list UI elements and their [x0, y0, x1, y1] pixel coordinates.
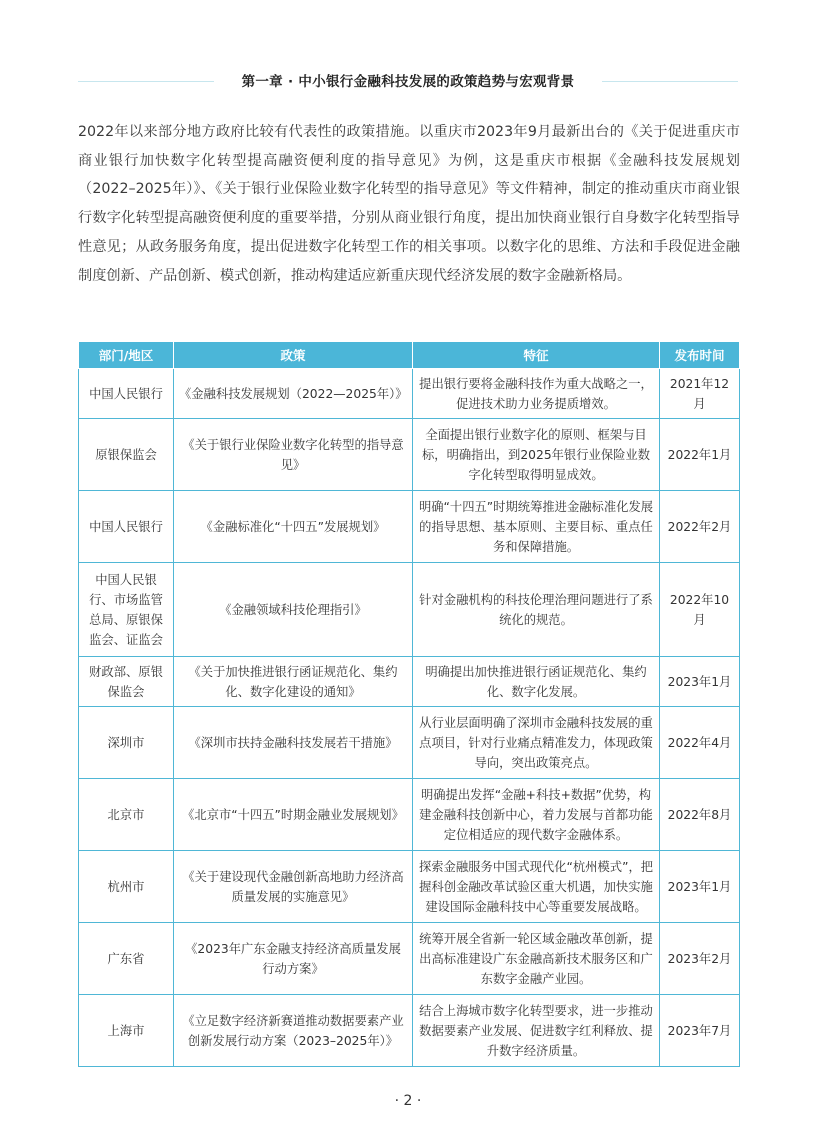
cell-policy: 《深圳市扶持金融科技发展若干措施》 [174, 707, 413, 779]
cell-policy: 《2023年广东金融支持经济高质量发展行动方案》 [174, 923, 413, 995]
header-feature: 特征 [413, 342, 660, 369]
cell-feature: 全面提出银行业数字化的原则、框架与目标，明确指出，到2025年银行业保险业数字化转型取得明显成效。 [413, 419, 660, 491]
cell-policy: 《立足数字经济新赛道推动数据要素产业创新发展行动方案（2023–2025年）》 [174, 995, 413, 1067]
header-date: 发布时间 [660, 342, 740, 369]
cell-date: 2022年2月 [660, 491, 740, 563]
table-row [79, 491, 740, 563]
cell-policy: 《金融领域科技伦理指引》 [174, 563, 413, 657]
cell-dept: 北京市 [79, 779, 174, 851]
cell-feature: 探索金融服务中国式现代化“杭州模式”，把握科创金融改革试验区重大机遇，加快实施建设国际金融科技中心等重要发展战略。 [413, 851, 660, 923]
header-rule-left [78, 81, 214, 82]
cell-date: 2023年2月 [660, 923, 740, 995]
table-row [79, 369, 740, 419]
cell-dept: 杭州市 [79, 851, 174, 923]
table-row [79, 923, 740, 995]
table-row [79, 419, 740, 491]
cell-policy: 《北京市“十四五”时期金融业发展规划》 [174, 779, 413, 851]
cell-date: 2023年1月 [660, 851, 740, 923]
cell-policy: 《金融科技发展规划（2022—2025年）》 [174, 369, 413, 419]
cell-date: 2022年4月 [660, 707, 740, 779]
cell-policy: 《关于银行业保险业数字化转型的指导意见》 [174, 419, 413, 491]
cell-feature: 针对金融机构的科技伦理治理问题进行了系统化的规范。 [413, 563, 660, 657]
cell-policy: 《关于建设现代金融创新高地助力经济高质量发展的实施意见》 [174, 851, 413, 923]
table-row [79, 779, 740, 851]
cell-dept: 上海市 [79, 995, 174, 1067]
chapter-title: 第一章 · 中小银行金融科技发展的政策趋势与宏观背景 [241, 74, 575, 90]
body-paragraph: 2022年以来部分地方政府比较有代表性的政策措施。以重庆市2023年9月最新出台的《关于促进重庆市商业银行加快数字化转型提高融资便利度的指导意见》为例，这是重庆市根据《金融科技发展规划（2022–2025年）》、《关于银行业保险业数字化转型的指导意见》等文件精神，制定的推动重庆市商业银行数字化转型提高融资便利度的重要举措，分别从商业银行角度，提出加快商业银行自身数字化转型指导性意见；从政务服务角度，提出促进数字化转型工作的相关事项。以数字化的思维、方法和手段促进金融制度创新、产品创新、模式创新，推动构建适应新重庆现代经济发展的数字金融新格局。 [78, 124, 740, 284]
cell-feature: 明确“十四五”时期统筹推进金融标准化发展的指导思想、基本原则、主要目标、重点任务和保障措施。 [413, 491, 660, 563]
cell-feature: 统筹开展全省新一轮区域金融改革创新，提出高标准建设广东金融高新技术服务区和广东数字金融产业园。 [413, 923, 660, 995]
cell-policy: 《金融标准化“十四五”发展规划》 [174, 491, 413, 563]
table-row [79, 707, 740, 779]
cell-date: 2022年1月 [660, 419, 740, 491]
cell-dept: 原银保监会 [79, 419, 174, 491]
cell-feature: 明确提出发挥“金融+科技+数据”优势，构建金融科技创新中心，着力发展与首都功能定位相适应的现代数字金融体系。 [413, 779, 660, 851]
header-dept: 部门/地区 [79, 342, 174, 369]
cell-dept: 中国人民银行 [79, 369, 174, 419]
cell-dept: 中国人民银行 [79, 491, 174, 563]
cell-feature: 明确提出加快推进银行函证规范化、集约化、数字化发展。 [413, 657, 660, 707]
page-number: · 2 · [394, 1093, 422, 1109]
cell-policy: 《关于加快推进银行函证规范化、集约化、数字化建设的通知》 [174, 657, 413, 707]
cell-dept: 广东省 [79, 923, 174, 995]
cell-dept: 中国人民银行、市场监管总局、原银保监会、证监会 [79, 563, 174, 657]
cell-date: 2023年7月 [660, 995, 740, 1067]
header-rule-right [602, 81, 738, 82]
cell-feature: 结合上海城市数字化转型要求，进一步推动数据要素产业发展、促进数字红利释放、提升数字经济质量。 [413, 995, 660, 1067]
table-row [79, 995, 740, 1067]
table-header-row [79, 342, 740, 369]
cell-date: 2023年1月 [660, 657, 740, 707]
table-row [79, 851, 740, 923]
policy-table [78, 341, 740, 1067]
cell-feature: 从行业层面明确了深圳市金融科技发展的重点项目，针对行业痛点精准发力，体现政策导向，突出政策亮点。 [413, 707, 660, 779]
header-policy: 政策 [174, 342, 413, 369]
chapter-header [78, 70, 738, 92]
cell-feature: 提出银行要将金融科技作为重大战略之一，促进技术助力业务提质增效。 [413, 369, 660, 419]
table-row [79, 657, 740, 707]
cell-date: 2021年12月 [660, 369, 740, 419]
cell-date: 2022年8月 [660, 779, 740, 851]
cell-dept: 深圳市 [79, 707, 174, 779]
cell-dept: 财政部、原银保监会 [79, 657, 174, 707]
cell-date: 2022年10月 [660, 563, 740, 657]
table-row [79, 563, 740, 657]
